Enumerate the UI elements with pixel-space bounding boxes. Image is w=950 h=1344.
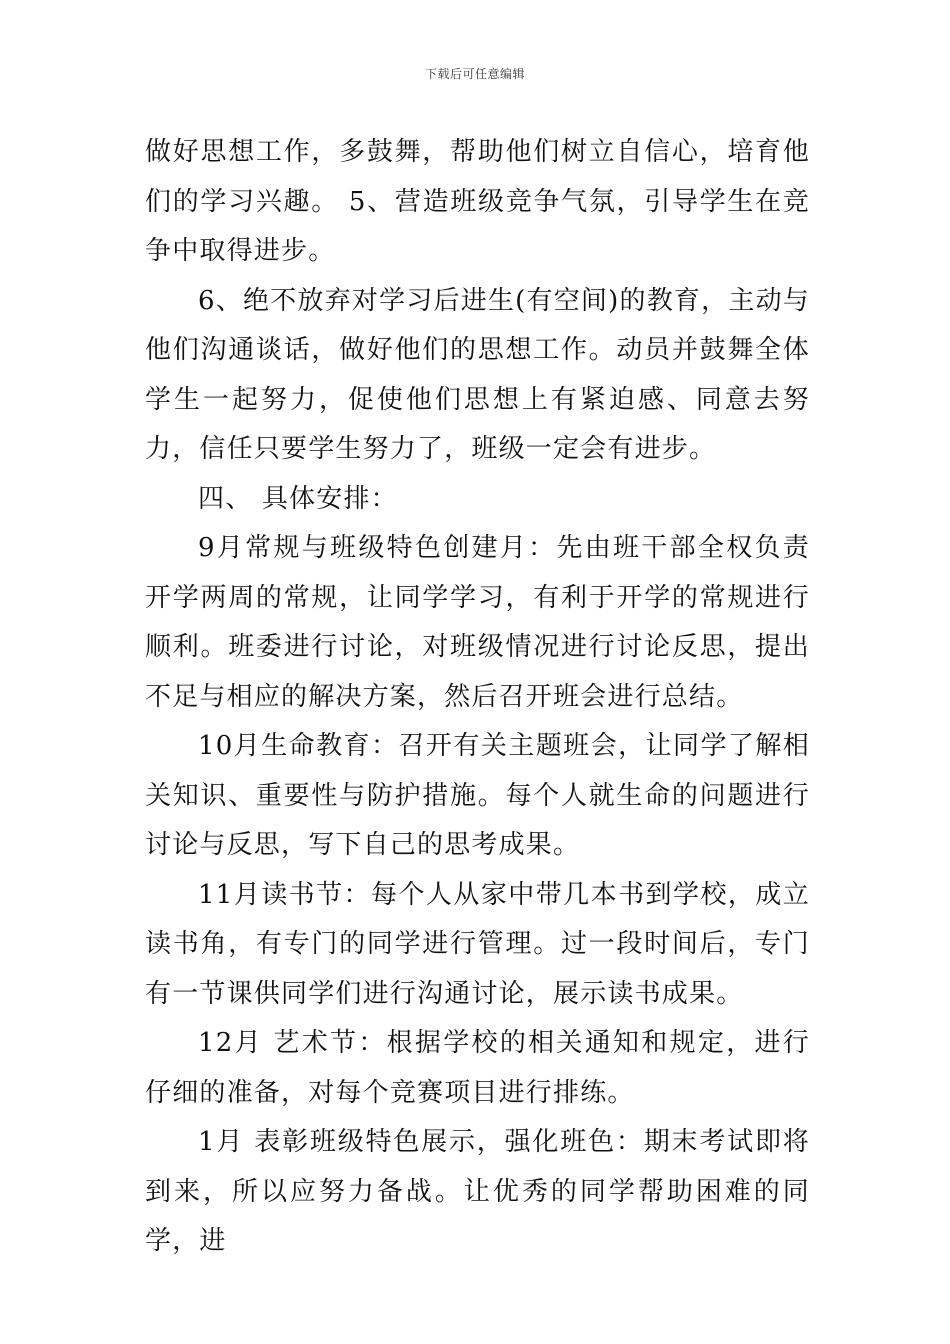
paragraph-item-6: 6、绝不放弃对学习后进生(有空间)的教育，主动与他们沟通谈话，做好他们的思想工作。动员并鼓舞全体学生一起努力，促使他们思想上有紧迫感、同意去努力，信任只要学生努力了，班级一定会有进步。: [145, 285, 810, 464]
section-heading-schedule: 四、 具体安排：: [198, 483, 398, 514]
paragraph-september: 9月常规与班级特色创建月：先由班干部全权负责开学两周的常规，让同学学习，有利于开学的常规进行顺利。班委进行讨论，对班级情况进行讨论反思，提出不足与相应的解决方案，然后召开班会进行总结。: [145, 533, 810, 712]
paragraph-continuation: 做好思想工作，多鼓舞，帮助他们树立自信心，培育他们的学习兴趣。 5、营造班级竞争气氛，引导学生在竞争中取得进步。: [145, 137, 810, 266]
page-header: 下载后可任意编辑: [424, 67, 525, 81]
paragraph-october: 10月生命教育：召开有关主题班会，让同学了解相关知识、重要性与防护措施。每个人就生命的问题进行讨论与反思，写下自己的思考成果。: [145, 731, 810, 860]
paragraph-january: 1月 表彰班级特色展示，强化班色：期末考试即将到来，所以应努力备战。让优秀的同学帮助困难的同学，进: [145, 1127, 810, 1256]
document-body: [145, 128, 810, 1267]
paragraph-november: 11月读书节：每个人从家中带几本书到学校，成立读书角，有专门的同学进行管理。过一段时间后，专门有一节课供同学们进行沟通讨论，展示读书成果。: [145, 879, 810, 1009]
paragraph-december: 12月 艺术节：根据学校的相关通知和规定，进行仔细的准备，对每个竞赛项目进行排练。: [145, 1028, 810, 1108]
